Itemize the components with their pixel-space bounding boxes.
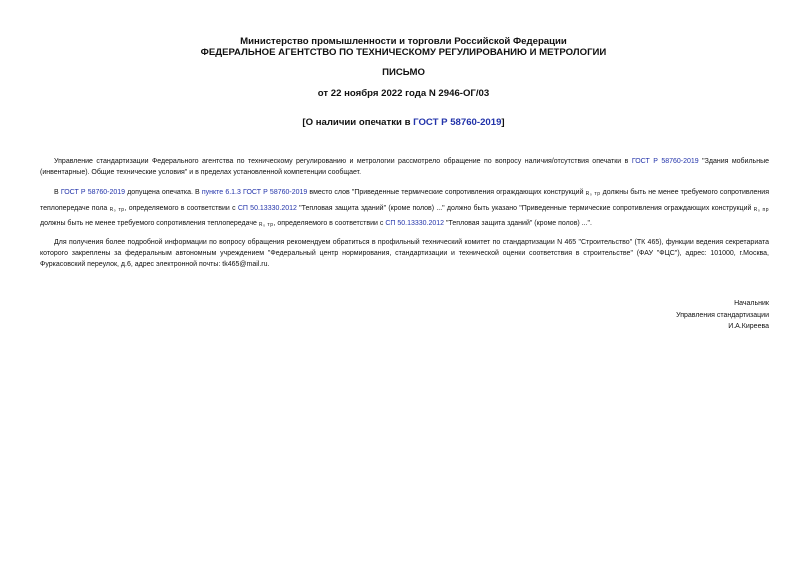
signature-department: Управления стандартизации [676, 311, 769, 319]
clause-link[interactable]: пункте 6.1.3 [201, 189, 241, 196]
document-type: ПИСЬМО [382, 67, 425, 78]
subject-gost-link[interactable]: ГОСТ Р 58760-2019 [413, 117, 502, 128]
gost-link[interactable]: ГОСТ Р 58760-2019 [60, 189, 126, 196]
paragraph-text: "Здания мобильные (инвентарные). Общие технические условия" и в пределах установленной компетенции сообщает. [40, 158, 769, 176]
ministry-name: Министерство промышленности и торговли Российской Федерации [240, 36, 567, 47]
sp-link[interactable]: СП 50.13330.2012 [385, 220, 445, 227]
paragraph-text: вместо слов "Приведенные термические сопротивления ограждающих конструкций [307, 189, 586, 196]
paragraph-text: допущена опечатка. В [125, 189, 202, 196]
paragraph-1 [40, 156, 769, 178]
signature-name: И.А.Киреева [728, 323, 769, 330]
paragraph-2 [40, 186, 769, 233]
paragraph-text: "Тепловая защита зданий" (кроме полов) ...". [444, 220, 592, 227]
paragraph-text: должны быть не менее требуемого сопротивления теплопередаче [40, 220, 259, 227]
paragraph-text: , определяемого в соответствии с [273, 220, 386, 227]
subject-prefix: [О наличии опечатки в [302, 117, 414, 128]
sp-link[interactable]: СП 50.13330.2012 [237, 204, 297, 212]
document-date-number: от 22 ноября 2022 года N 2946-ОГ/03 [317, 88, 490, 99]
paragraph-3 [40, 237, 769, 270]
signature-title: Начальник [734, 300, 769, 307]
agency-name: ФЕДЕРАЛЬНОЕ АГЕНТСТВО ПО ТЕХНИЧЕСКОМУ РЕГУЛИРОВАНИЮ И МЕТРОЛОГИИ [200, 47, 607, 58]
paragraph-text: В [54, 189, 61, 196]
formula-symbol: R₀ тр [585, 191, 601, 197]
document-subject [0, 117, 807, 128]
formula-symbol: R₀ пр [753, 206, 770, 213]
formula-symbol: R₀ тр [109, 206, 125, 213]
paragraph-text: "Тепловая защита зданий" (кроме полов) ..." должно быть указано "Приведенные термические сопротивления ограждающих конструкций [296, 204, 754, 212]
gost-link[interactable]: ГОСТ Р 58760-2019 [631, 158, 699, 165]
gost-link[interactable]: ГОСТ Р 58760-2019 [243, 189, 308, 196]
paragraph-text: Управление стандартизации Федерального агентства по техническому регулированию и метрологии рассмотрело обращение по вопросу наличия/отсутствия опечатки в [54, 158, 632, 165]
paragraph-text: , определяемого в соответствии с [124, 204, 238, 212]
paragraph-text: Для получения более подробной информации по вопросу обращения рекомендуем обратиться в профильный технический комитет по стандартизации N 465 "Строительство" (ТК 465), функции ведения секретариата которого закреплены за федеральным автономным учреждением "Федеральный центр нормирования, стандартизации и технической оценки соответствия в строительстве" (ФАУ "ФЦС"), адрес: 101000, г.Москва, Фуркасовский переулок, д.6, адрес электронной почты: tk465@mail.ru. [40, 239, 769, 268]
formula-symbol: R₀ тр [258, 222, 274, 228]
subject-suffix: ] [501, 117, 505, 128]
paragraph-text: должны быть не менее требуемого сопротивления теплопередаче пола [40, 189, 769, 212]
